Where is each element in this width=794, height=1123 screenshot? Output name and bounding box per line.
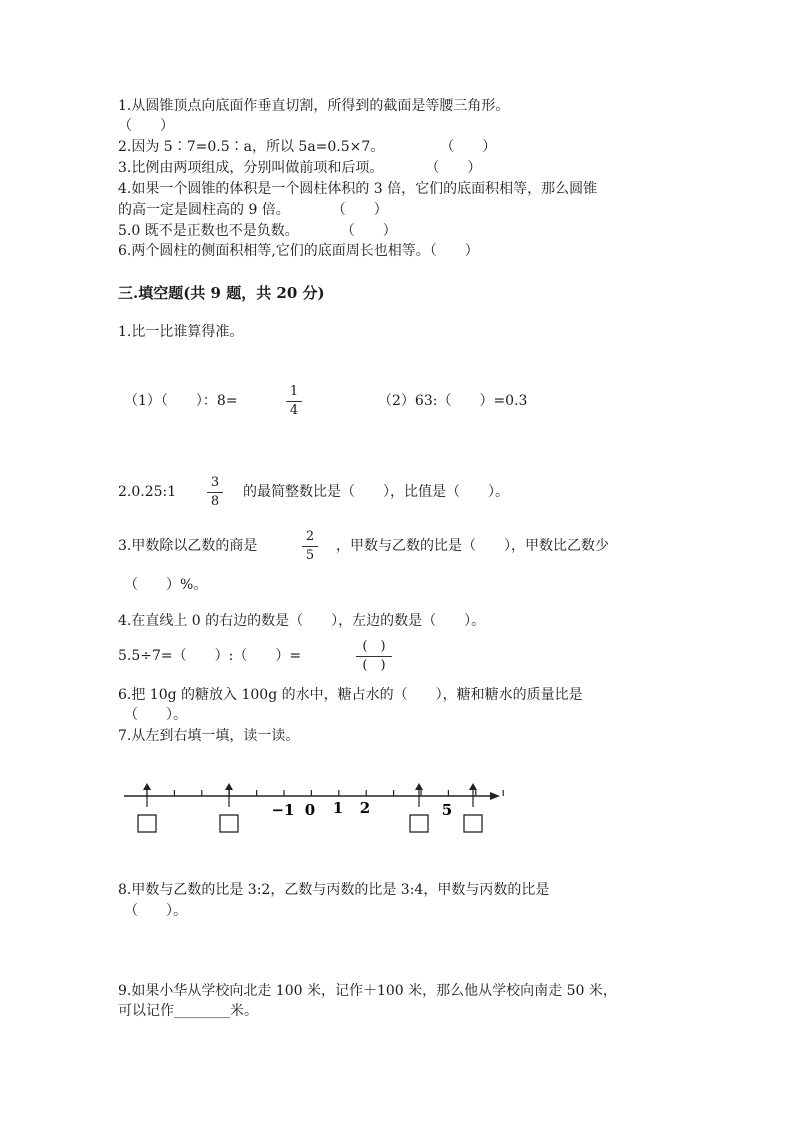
arrow-marker — [415, 783, 423, 807]
answer-box[interactable] — [410, 815, 428, 832]
fill-q9-line1: 9.如果小华从学校向北走 100 米，记作＋100 米，那么他从学校向南走 50 米， — [118, 983, 617, 999]
fill-q9-line2[interactable]: 可以记作________米。 — [118, 1003, 258, 1019]
number-line — [0, 775, 794, 845]
answer-box[interactable] — [220, 815, 238, 832]
fill-q8-line2[interactable]: （ ）。 — [124, 903, 187, 919]
fill-q5[interactable]: 5.5÷7=（ ）:（ ）= — [118, 648, 302, 664]
fraction-numerator: 3 — [210, 475, 220, 490]
fraction-numerator: 1 — [289, 384, 299, 399]
number-line-label: 0 — [304, 801, 316, 819]
answer-box[interactable] — [138, 815, 156, 832]
fill-q3-line2[interactable]: （ ）%。 — [124, 577, 208, 593]
fill-q1-part1[interactable]: （1）（ ）：8= — [124, 393, 238, 409]
fill-q1-part2[interactable]: （2）63:（ ）=0.3 — [378, 393, 528, 409]
fraction-denominator: 4 — [289, 403, 299, 418]
number-line-label: 2 — [359, 799, 371, 817]
fill-q2-prefix: 2.0.25:1 — [118, 484, 177, 500]
answer-box[interactable] — [464, 815, 482, 832]
fraction-1-4 — [286, 385, 302, 418]
fill-q8-line1: 8.甲数与乙数的比是 3:2，乙数与丙数的比是 3:4，甲数与丙数的比是 — [118, 882, 550, 898]
number-line-ticks — [147, 790, 503, 796]
fill-q3-suffix[interactable]: ，甲数与乙数的比是（ ），甲数比乙数少 — [336, 538, 609, 554]
judge-q4-line2: 的高一定是圆柱高的 9 倍。 （ ） — [118, 202, 388, 218]
fraction-2-5 — [302, 530, 318, 563]
arrow-marker — [143, 783, 151, 807]
section-heading: 三.填空题(共 9 题，共 20 分) — [118, 284, 325, 302]
number-line-label: 5 — [441, 801, 453, 819]
fraction-3-8 — [207, 476, 223, 509]
judge-q5: 5.0 既不是正数也不是负数。 （ ） — [118, 223, 397, 239]
number-line-label: 1 — [332, 799, 344, 817]
fraction-blank[interactable] — [356, 640, 392, 673]
fill-q6-line2[interactable]: （ ）。 — [124, 707, 187, 723]
judge-q4-line1: 4.如果一个圆锥的体积是一个圆柱体积的 3 倍，它们的底面积相等，那么圆锥 — [118, 181, 598, 197]
judge-q3: 3.比例由两项组成，分别叫做前项和后项。 （ ） — [118, 160, 482, 176]
fraction-denominator: 8 — [210, 494, 220, 509]
fill-q3-prefix: 3.甲数除以乙数的商是 — [118, 538, 258, 554]
fill-q2-suffix[interactable]: 的最简整数比是（ ），比值是（ ）。 — [243, 484, 509, 500]
judge-q1-line1: 1.从圆锥顶点向底面作垂直切割，所得到的截面是等腰三角形。 — [118, 98, 510, 114]
judge-q1-answer[interactable]: （ ） — [118, 118, 174, 134]
judge-q2: 2.因为 5∶7=0.5∶a，所以 5a=0.5×7。 （ ） — [118, 139, 497, 155]
fill-q7: 7.从左到右填一填，读一读。 — [118, 728, 300, 744]
judge-q6: 6.两个圆柱的侧面积相等,它们的底面周长也相等。（ ） — [118, 243, 479, 259]
fraction-denominator: ( ) — [362, 658, 386, 673]
fill-q6-line1[interactable]: 6.把 10g 的糖放入 100g 的水中，糖占水的（ ），糖和糖水的质量比是 — [118, 687, 583, 703]
fraction-denominator: 5 — [305, 548, 315, 563]
fill-q1: 1.比一比谁算得准。 — [118, 324, 244, 340]
fraction-numerator: 2 — [305, 529, 315, 544]
fraction-numerator: ( ) — [362, 639, 386, 654]
number-line-arrowhead — [490, 792, 500, 800]
number-line-label: −1 — [271, 801, 295, 819]
arrow-marker — [225, 783, 233, 807]
fill-q4[interactable]: 4.在直线上 0 的右边的数是（ ），左边的数是（ ）。 — [118, 613, 486, 629]
